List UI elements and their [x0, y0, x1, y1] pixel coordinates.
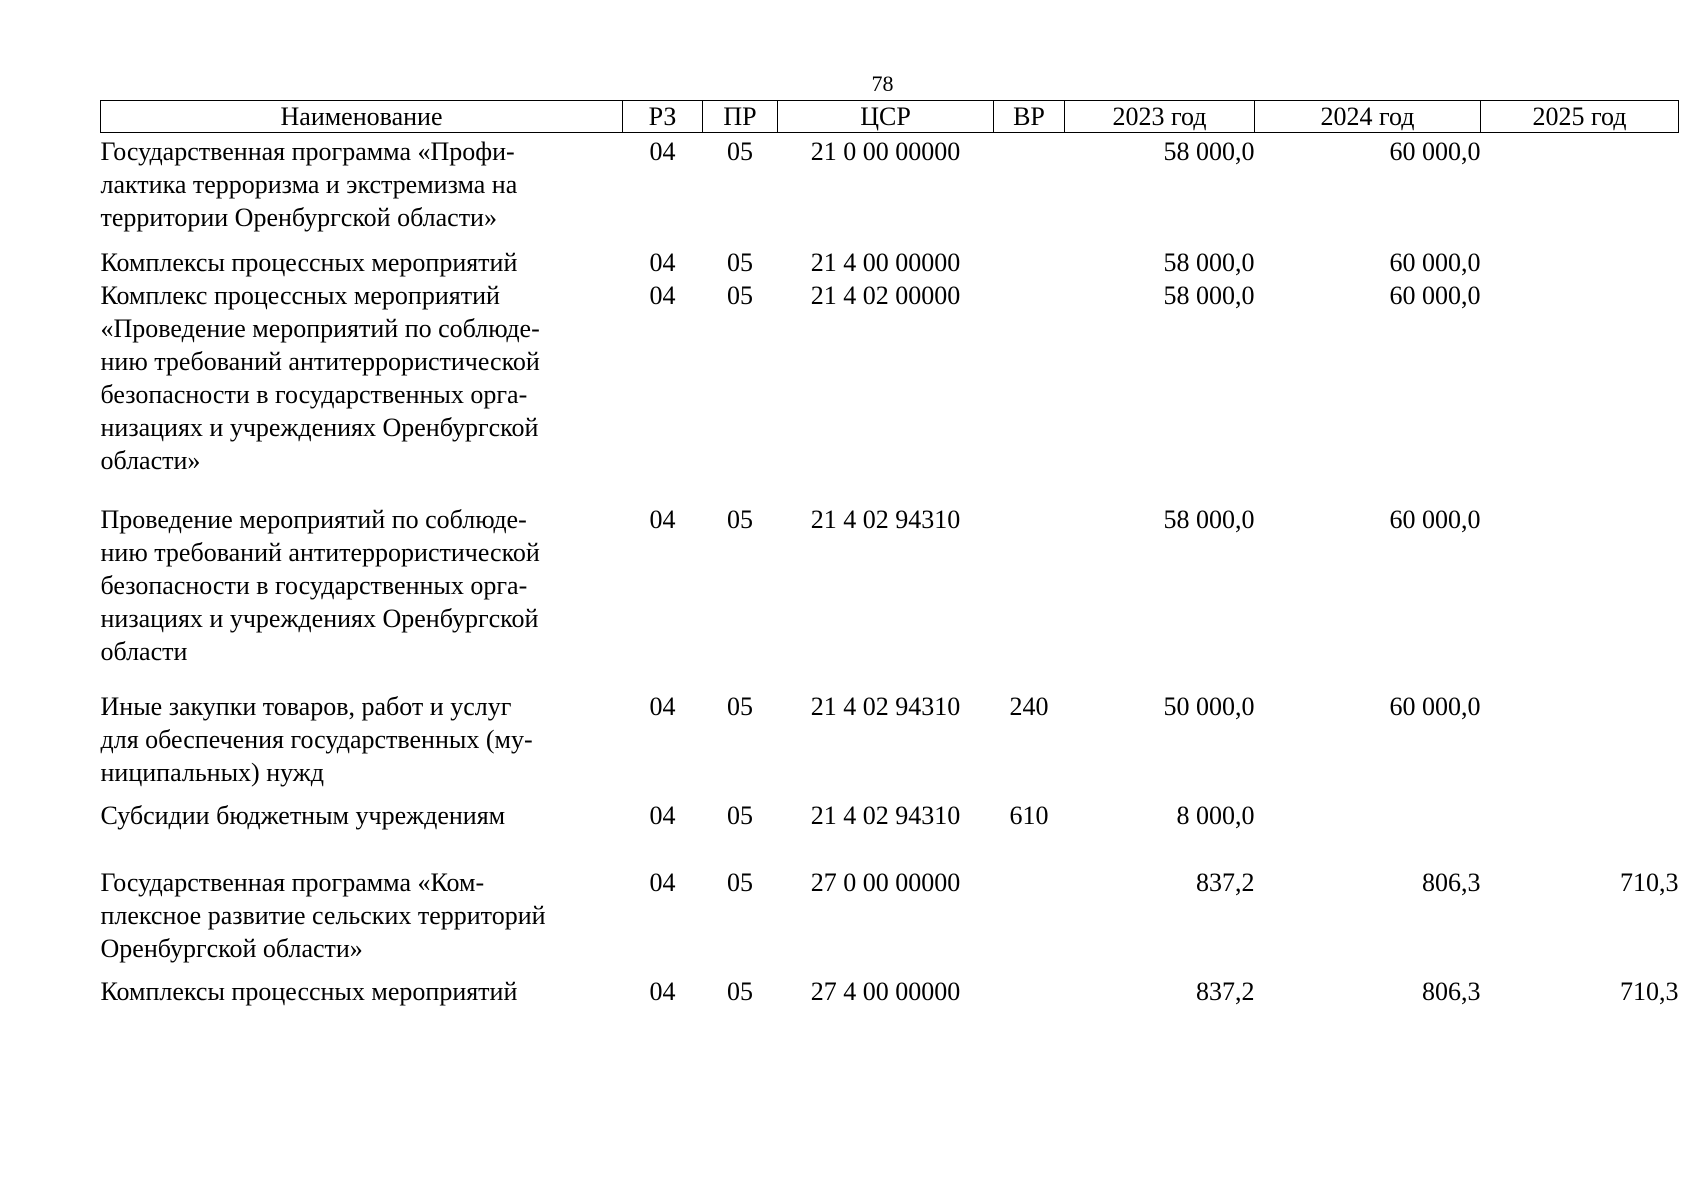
row-name-line: Иные закупки товаров, работ и услуг [100, 692, 512, 721]
row-name-cell [101, 246, 623, 279]
pr-cell: 05 [727, 505, 753, 534]
row-name-cell [101, 503, 623, 690]
row-name-cell [101, 799, 623, 866]
value-2023-cell: 58 000,0 [1163, 505, 1255, 534]
row-name-line: безопасности в государственных орга- [100, 380, 528, 409]
row-name-line: Государственная программа «Ком- [100, 868, 485, 897]
value-2023-cell: 58 000,0 [1163, 281, 1255, 310]
value-2023-cell: 837,2 [1196, 977, 1255, 1006]
column-header-2023: 2023 год [1065, 101, 1255, 133]
value-2024-cell: 60 000,0 [1389, 248, 1481, 277]
row-name-line: Комплекс процессных мероприятий [100, 281, 500, 310]
column-header-vr: ВР [994, 101, 1065, 133]
rz-cell: 04 [649, 692, 676, 721]
rz-cell: 04 [649, 137, 676, 166]
column-header-pr: ПР [703, 101, 778, 133]
csr-cell: 21 4 02 00000 [810, 281, 961, 310]
value-2024-cell: 60 000,0 [1389, 692, 1481, 721]
column-header-2025: 2025 год [1481, 101, 1679, 133]
value-2023-cell: 8 000,0 [1176, 801, 1255, 830]
row-name-line: области [100, 637, 188, 666]
value-2024-cell [1255, 799, 1481, 866]
row-name-line: низациях и учреждениях Оренбургской [100, 604, 539, 633]
rz-cell: 04 [649, 248, 676, 277]
row-name-line: Комплексы процессных мероприятий [100, 248, 518, 277]
csr-cell: 27 4 00 00000 [810, 977, 961, 1006]
row-name-line: Оренбургской области» [100, 934, 363, 963]
table-row [101, 503, 1679, 690]
row-name-line: Государственная программа «Профи- [100, 137, 515, 166]
csr-cell: 21 4 02 94310 [810, 692, 961, 721]
table-row [101, 866, 1679, 975]
table-row [101, 133, 1679, 247]
table-row [101, 799, 1679, 866]
pr-cell: 05 [727, 801, 753, 830]
rz-cell: 04 [649, 281, 676, 310]
row-name-line: плексное развитие сельских территорий [100, 901, 546, 930]
pr-cell: 05 [727, 248, 753, 277]
pr-cell: 05 [727, 281, 753, 310]
csr-cell: 27 0 00 00000 [810, 868, 961, 897]
rz-cell: 04 [649, 977, 676, 1006]
vr-cell: 610 [1009, 801, 1049, 830]
vr-cell [994, 279, 1065, 503]
table-body [101, 133, 1679, 1009]
value-2024-cell: 60 000,0 [1389, 137, 1481, 166]
pr-cell: 05 [727, 692, 753, 721]
value-2025-cell [1481, 246, 1679, 279]
vr-cell [994, 133, 1065, 247]
pr-cell: 05 [727, 977, 753, 1006]
page-number: 78 [871, 71, 894, 96]
row-name-line: нию требований антитеррористической [100, 538, 540, 567]
vr-cell [994, 503, 1065, 690]
row-name-line: для обеспечения государственных (му- [100, 725, 533, 754]
value-2025-cell [1481, 690, 1679, 799]
vr-cell [994, 975, 1065, 1008]
value-2024-cell: 60 000,0 [1389, 281, 1481, 310]
row-name-line: Субсидии бюджетным учреждениям [100, 801, 506, 830]
csr-cell: 21 4 02 94310 [810, 801, 961, 830]
value-2025-cell: 710,3 [1620, 868, 1679, 897]
column-header-name: Наименование [101, 101, 623, 133]
table-header-row [101, 101, 1679, 133]
row-name-line: «Проведение мероприятий по соблюде- [100, 314, 540, 343]
row-name-line: нию требований антитеррористической [100, 347, 540, 376]
column-header-rz: РЗ [623, 101, 703, 133]
column-header-2024: 2024 год [1255, 101, 1481, 133]
rz-cell: 04 [649, 868, 676, 897]
row-name-cell [101, 866, 623, 975]
row-name-line: Комплексы процессных мероприятий [100, 977, 518, 1006]
value-2023-cell: 50 000,0 [1163, 692, 1255, 721]
row-name-line: безопасности в государственных орга- [100, 571, 528, 600]
pr-cell: 05 [727, 137, 753, 166]
value-2025-cell [1481, 799, 1679, 866]
rz-cell: 04 [649, 505, 676, 534]
value-2025-cell [1481, 133, 1679, 247]
csr-cell: 21 0 00 00000 [810, 137, 961, 166]
csr-cell: 21 4 00 00000 [810, 248, 961, 277]
column-header-csr: ЦСР [778, 101, 994, 133]
value-2024-cell: 806,3 [1422, 977, 1481, 1006]
table-row [101, 975, 1679, 1008]
vr-cell: 240 [1009, 692, 1049, 721]
budget-table [100, 100, 1679, 1008]
table-row [101, 246, 1679, 279]
value-2023-cell: 58 000,0 [1163, 248, 1255, 277]
value-2023-cell: 58 000,0 [1163, 137, 1255, 166]
value-2024-cell: 60 000,0 [1389, 505, 1481, 534]
vr-cell [994, 866, 1065, 975]
value-2025-cell: 710,3 [1620, 977, 1679, 1006]
vr-cell [994, 246, 1065, 279]
pr-cell: 05 [727, 868, 753, 897]
row-name-cell [101, 279, 623, 503]
row-name-line: низациях и учреждениях Оренбургской [100, 413, 539, 442]
csr-cell: 21 4 02 94310 [810, 505, 961, 534]
row-name-cell [101, 133, 623, 247]
row-name-line: лактика терроризма и экстремизма на [100, 170, 518, 199]
table-row [101, 279, 1679, 503]
value-2023-cell: 837,2 [1196, 868, 1255, 897]
value-2025-cell [1481, 279, 1679, 503]
row-name-cell [101, 690, 623, 799]
rz-cell: 04 [649, 801, 676, 830]
value-2025-cell [1481, 503, 1679, 690]
row-name-cell [101, 975, 623, 1008]
row-name-line: ниципальных) нужд [100, 758, 324, 787]
row-name-line: Проведение мероприятий по соблюде- [100, 505, 527, 534]
row-name-line: области» [100, 446, 201, 475]
table-row [101, 690, 1679, 799]
row-name-line: территории Оренбургской области» [100, 203, 497, 232]
value-2024-cell: 806,3 [1422, 868, 1481, 897]
